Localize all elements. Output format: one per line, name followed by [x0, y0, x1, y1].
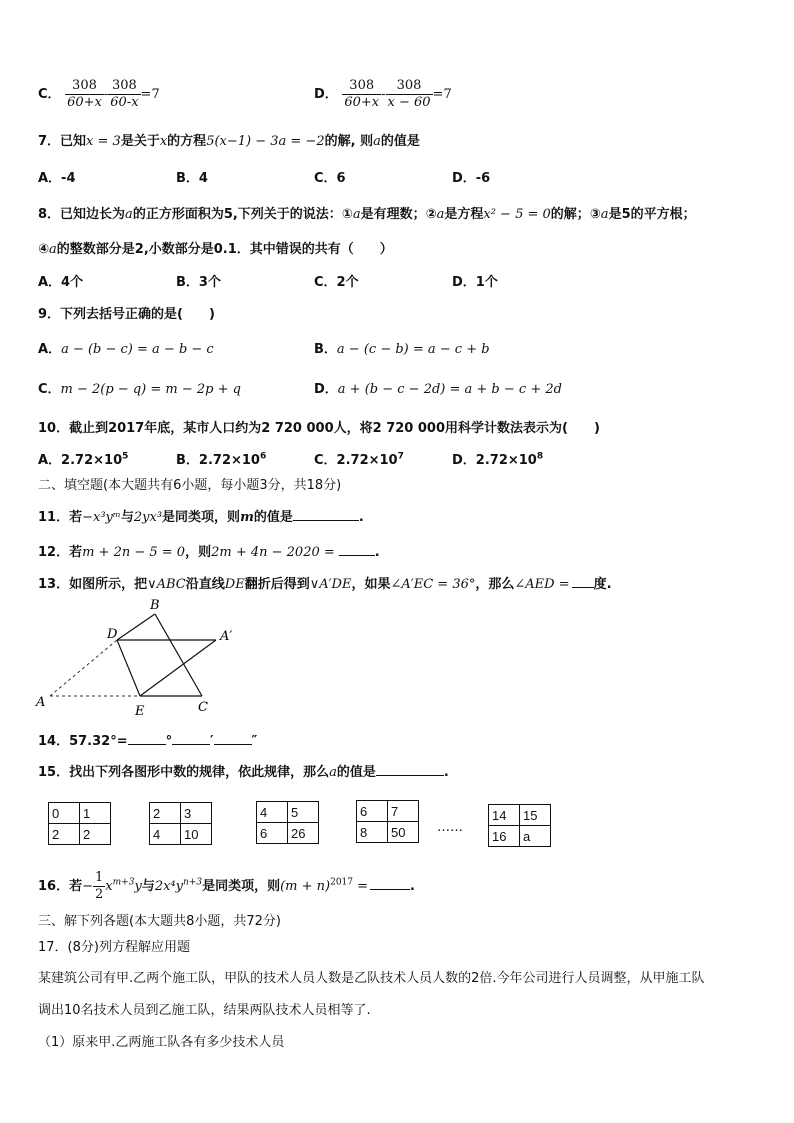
grid-cell: 6 — [357, 801, 388, 822]
text: 的值是 — [253, 510, 293, 525]
math: a — [329, 765, 337, 780]
option-label: C． — [38, 382, 61, 397]
numerator: 308 — [65, 78, 104, 95]
q10-option-b[interactable] — [176, 449, 266, 468]
grid-cell: 8 — [357, 822, 388, 843]
text: 的方程 — [167, 134, 207, 149]
segment-e-a-prime — [140, 640, 216, 696]
answer-blank[interactable] — [293, 508, 359, 521]
segment-d-e — [117, 640, 140, 696]
text: . — [443, 765, 449, 780]
text: 15．找出下列各图形中数的规律，依此规律，那么 — [38, 765, 330, 780]
math: m — [240, 510, 254, 525]
q7-option-a[interactable]: A．-4 — [38, 171, 76, 186]
q8-option-c[interactable]: C．2个 — [314, 275, 359, 290]
q9-option-c[interactable] — [38, 378, 241, 397]
text: 是有理数；② — [360, 207, 437, 222]
grid-cell: 4 — [257, 802, 288, 823]
text: . — [410, 879, 415, 894]
label-d: D — [107, 627, 118, 642]
option-label: C． — [38, 87, 61, 102]
exponent: 6 — [259, 451, 267, 462]
math: x = 3 — [86, 134, 121, 149]
math: a — [49, 242, 57, 257]
fraction — [342, 78, 381, 111]
math: y — [134, 879, 142, 894]
label-b: B — [150, 598, 160, 613]
math: a — [125, 207, 133, 222]
answer-blank-seconds[interactable] — [214, 732, 252, 745]
q9-option-b[interactable] — [314, 338, 490, 357]
grid-cell: 6 — [257, 823, 288, 844]
text: ，那么 — [475, 577, 515, 592]
text: 是5的平方根； — [608, 207, 696, 222]
numerator: 1 — [95, 870, 104, 885]
math: = — [353, 879, 369, 894]
text: 是方程 — [444, 207, 484, 222]
q7-option-b[interactable]: B．4 — [176, 171, 208, 186]
text: 16．若 — [38, 879, 83, 894]
q17-body-line2: 调出10名技术人员到乙施工队，结果两队技术人员相等了. — [38, 1003, 371, 1018]
fraction — [108, 78, 140, 111]
grid-cell: 3 — [181, 803, 212, 824]
text: 翻折后得到 — [244, 577, 310, 592]
exponent: 2017 — [330, 877, 353, 888]
q17-subquestion-1: （1）原来甲.乙两施工队各有多少技术人员 — [38, 1035, 285, 1050]
exponent: 5 — [122, 451, 129, 462]
math: a − (c − b) = a − c + b — [336, 342, 490, 357]
rhs: =7 — [140, 87, 160, 102]
option-label: B． — [314, 342, 337, 357]
number-grid-2 — [149, 802, 212, 845]
text: 是关于 — [120, 134, 160, 149]
exponent: n+3 — [182, 877, 203, 888]
text: 11．若 — [38, 510, 83, 525]
q9-option-d[interactable] — [314, 378, 562, 397]
segment-a-d — [50, 640, 117, 696]
q16-stem — [38, 870, 415, 903]
rhs: =7 — [432, 87, 452, 102]
q8-option-a[interactable]: A．4个 — [38, 275, 84, 290]
grid-cell: 26 — [288, 823, 319, 844]
denominator: 2 — [95, 887, 104, 902]
exponent: 7 — [397, 451, 404, 462]
math: 5(x−1) − 3a = −2 — [206, 134, 325, 149]
text: ″ — [251, 734, 258, 749]
section-3-heading: 三、解下列各题(本大题共8小题，共72分) — [38, 914, 281, 929]
number-grid-3 — [256, 801, 319, 844]
option-label: A． — [38, 342, 62, 357]
text: 的整数部分是2,小数部分是0.1．其中错误的共有（ ） — [56, 242, 393, 257]
math: m − 2(p − q) = m − 2p + q — [60, 382, 241, 397]
answer-blank[interactable] — [376, 763, 444, 776]
text: . — [358, 510, 364, 525]
q7-option-d[interactable]: D．-6 — [452, 171, 491, 186]
q8-stem-line1 — [38, 203, 696, 222]
q14-stem — [38, 730, 257, 749]
numerator: 308 — [108, 78, 140, 95]
answer-blank[interactable] — [572, 575, 594, 588]
label-a-prime: A′ — [220, 629, 233, 644]
q7-stem — [38, 130, 420, 149]
option-label: D． — [314, 382, 338, 397]
q11-stem — [38, 506, 364, 525]
text: C．2.72×10 — [314, 453, 398, 468]
number-grid-1 — [48, 802, 111, 845]
label-e: E — [135, 704, 145, 718]
text: 的解, 则 — [324, 134, 374, 149]
text: ④ — [38, 242, 50, 257]
math: a — [436, 207, 445, 222]
segment-b-d — [117, 614, 155, 640]
text: 的值是 — [336, 765, 376, 780]
text: 8．已知边长为 — [38, 207, 126, 222]
grid-cell: 4 — [150, 824, 181, 845]
label-c: C — [198, 700, 208, 715]
grid-cell: 2 — [80, 824, 111, 845]
text: 14．57.32°= — [38, 734, 128, 749]
q9-option-a[interactable] — [38, 338, 214, 357]
text: 的解；③ — [550, 207, 601, 222]
text: 与 — [141, 879, 155, 894]
math: x — [105, 879, 113, 894]
answer-blank-degrees[interactable] — [128, 732, 166, 745]
numerator: 308 — [342, 78, 381, 95]
math: 2yx³ — [133, 510, 163, 525]
math: ∨A′DE — [309, 577, 352, 592]
q6-option-d[interactable]: D． $\frac{308}{60+x}$ - $\frac{308}{x - 60}$ =7 — [314, 78, 452, 110]
text: 12．若 — [38, 545, 83, 560]
q9-stem: 9．下列去括号正确的是( ) — [38, 307, 215, 322]
option-label: D． — [314, 87, 338, 102]
text: ，则 — [185, 545, 212, 560]
grid-cell: 5 — [288, 802, 319, 823]
q17-title: 17．(8分)列方程解应用题 — [38, 940, 190, 955]
math: x² − 5 = 0 — [483, 207, 551, 222]
math: 2x⁴y — [154, 879, 183, 894]
math: a — [600, 207, 609, 222]
math: ∠AED = — [514, 577, 570, 592]
text: ′ — [210, 734, 214, 749]
text: ° — [165, 734, 173, 749]
q13-geometry-figure — [30, 596, 250, 718]
text: 7．已知 — [38, 134, 87, 149]
denominator: 60-x — [110, 95, 139, 110]
q15-stem — [38, 761, 449, 780]
q10-option-c[interactable] — [314, 449, 404, 468]
text: D．2.72×10 — [452, 453, 537, 468]
text: 是同类项，则 — [162, 510, 241, 525]
numerator: 308 — [386, 78, 433, 95]
math: −x³yᵐ — [82, 510, 121, 525]
grid-cell: 14 — [489, 805, 520, 826]
math: a + (b − c − 2d) = a + b − c + 2d — [337, 382, 562, 397]
grid-cell: 15 — [520, 805, 551, 826]
math: m + 2n − 5 = 0 — [82, 545, 186, 560]
math: 2m + 4n − 2020 = — [211, 545, 335, 560]
grid-cell: 16 — [489, 826, 520, 847]
section-2-heading: 二、填空题(本大题共有6小题，每小题3分，共18分) — [38, 478, 342, 493]
fraction — [65, 78, 104, 111]
grid-cell: 10 — [181, 824, 212, 845]
q17-body-line1: 某建筑公司有甲.乙两个施工队，甲队的技术人员人数是乙队技术人员人数的2倍.今年公司进行人员调整，从甲施工队 — [38, 971, 705, 986]
math: ∨ABC — [147, 577, 186, 592]
grid-cell: 2 — [150, 803, 181, 824]
number-grid-4 — [356, 800, 419, 843]
text: 是同类项，则 — [202, 879, 281, 894]
grid-cell: 1 — [80, 803, 111, 824]
text: 13．如图所示，把 — [38, 577, 148, 592]
grid-cell: 2 — [49, 824, 80, 845]
text: ，如果 — [351, 577, 391, 592]
exponent: 8 — [536, 451, 544, 462]
text: 度. — [593, 577, 612, 592]
q13-stem — [38, 573, 612, 592]
denominator: x − 60 — [387, 95, 431, 110]
grid-cell: 0 — [49, 803, 80, 824]
text: 沿直线 — [185, 577, 225, 592]
ellipsis: …… — [437, 820, 463, 835]
text: 的值是 — [380, 134, 420, 149]
text: 与 — [120, 510, 134, 525]
answer-blank[interactable] — [339, 543, 375, 556]
q10-stem: 10．截止到2017年底，某市人口约为2 720 000人，将2 720 000用科学计数法表示为( ) — [38, 421, 600, 436]
math: ∠A′EC = 36° — [390, 577, 476, 592]
fraction — [93, 870, 105, 903]
math: x — [159, 134, 168, 149]
text: 的正方形面积为5,下列关于的说法：① — [132, 207, 353, 222]
exponent: m+3 — [112, 877, 135, 888]
q8-stem-line2 — [38, 238, 393, 257]
answer-blank[interactable] — [370, 877, 410, 890]
denominator: 60+x — [344, 95, 380, 110]
text: B．2.72×10 — [176, 453, 260, 468]
label-a: A — [36, 695, 46, 710]
q8-option-b[interactable]: B．3个 — [176, 275, 221, 290]
grid-cell: 7 — [388, 801, 419, 822]
q6-option-c[interactable]: C． $\frac{308}{60+x}$ - $\frac{308}{60-x}$ =7 — [38, 78, 160, 110]
math: DE — [224, 577, 245, 592]
q7-option-c[interactable]: C．6 — [314, 171, 346, 186]
number-grid-5 — [488, 804, 551, 847]
math: − — [82, 879, 93, 894]
math: a − (b − c) = a − b − c — [61, 342, 214, 357]
denominator: 60+x — [67, 95, 102, 110]
math: a — [352, 207, 361, 222]
grid-cell: 50 — [388, 822, 419, 843]
text: . — [374, 545, 380, 560]
math: (m + n) — [280, 879, 331, 894]
text: A．2.72×10 — [38, 453, 123, 468]
q10-option-d[interactable] — [452, 449, 543, 468]
math: a — [373, 134, 381, 149]
q10-option-a[interactable] — [38, 449, 128, 468]
q12-stem — [38, 541, 380, 560]
q8-option-d[interactable]: D．1个 — [452, 275, 498, 290]
fraction — [386, 78, 433, 111]
answer-blank-minutes[interactable] — [172, 732, 210, 745]
grid-cell: a — [520, 826, 551, 847]
